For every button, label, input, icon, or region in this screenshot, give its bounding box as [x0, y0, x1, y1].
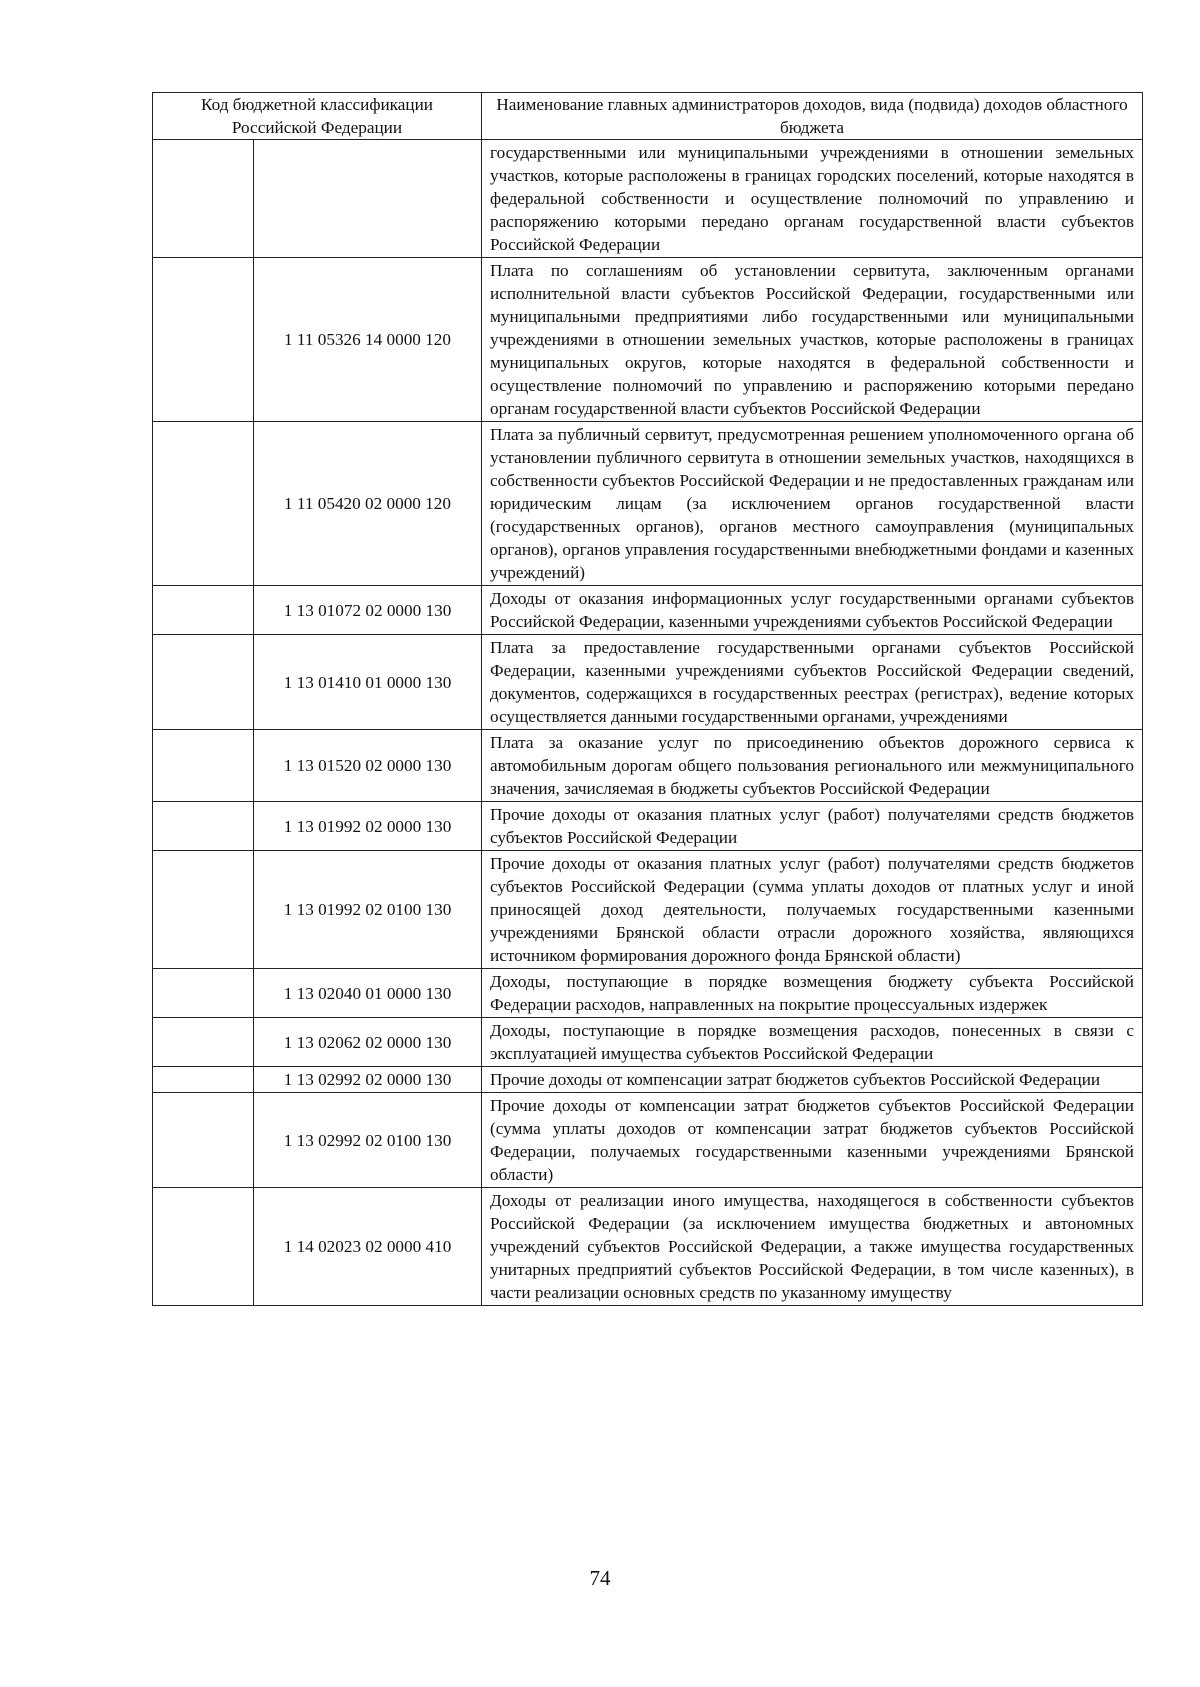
revenue-name-cell: Доходы от оказания информационных услуг государственными органами субъектов Российской Федерации, казенными учреждениями субъектов Российской Федерации — [482, 586, 1143, 635]
budget-classification-table — [152, 92, 1143, 1306]
header-code-column: Код бюджетной классификации Российской Федерации — [153, 93, 482, 140]
table-row — [153, 586, 1143, 635]
budget-code-cell: 1 13 01520 02 0000 130 — [254, 730, 482, 802]
budget-code-cell: 1 13 01072 02 0000 130 — [254, 586, 482, 635]
revenue-name-cell: Прочие доходы от компенсации затрат бюджетов субъектов Российской Федерации (сумма уплаты доходов от компенсации затрат бюджетов субъектов Российской Федерации, получаемых государственными казенными учреждениями Брянской области) — [482, 1093, 1143, 1188]
budget-code-cell: 1 13 02040 01 0000 130 — [254, 969, 482, 1018]
table-row — [153, 422, 1143, 586]
admin-code-cell — [153, 586, 254, 635]
header-name-column: Наименование главных администраторов доходов, вида (подвида) доходов областного бюджета — [482, 93, 1143, 140]
admin-code-cell — [153, 1188, 254, 1306]
budget-code-cell: 1 13 01992 02 0100 130 — [254, 851, 482, 969]
budget-code-cell — [254, 140, 482, 258]
table-row — [153, 258, 1143, 422]
admin-code-cell — [153, 258, 254, 422]
admin-code-cell — [153, 140, 254, 258]
admin-code-cell — [153, 1018, 254, 1067]
table-row — [153, 730, 1143, 802]
revenue-name-cell: Прочие доходы от оказания платных услуг (работ) получателями средств бюджетов субъектов Российской Федерации (сумма уплаты доходов от платных услуг и иной приносящей доход деятельности, получаемых государственными казенными учреждениями Брянской области отрасли дорожного хозяйства, являющихся источником формирования дорожного фонда Брянской области) — [482, 851, 1143, 969]
revenue-name-cell: государственными или муниципальными учреждениями в отношении земельных участков, которые расположены в границах городских поселений, которые находятся в федеральной собственности и осуществление полномочий по управлению и распоряжению которыми передано органам государственной власти субъектов Российской Федерации — [482, 140, 1143, 258]
page-number: 74 — [589, 1566, 611, 1590]
table-row — [153, 1018, 1143, 1067]
revenue-name-cell: Доходы от реализации иного имущества, находящегося в собственности субъектов Российской Федерации (за исключением имущества бюджетных и автономных учреждений субъектов Российской Федерации, а также имущества государственных унитарных предприятий субъектов Российской Федерации, в том числе казенных), в части реализации основных средств по указанному имуществу — [482, 1188, 1143, 1306]
budget-code-cell: 1 13 02992 02 0100 130 — [254, 1093, 482, 1188]
budget-code-cell: 1 13 02062 02 0000 130 — [254, 1018, 482, 1067]
admin-code-cell — [153, 1093, 254, 1188]
revenue-name-cell: Плата за предоставление государственными органами субъектов Российской Федерации, казенными учреждениями субъектов Российской Федерации сведений, документов, содержащихся в государственных реестрах (регистрах), ведение которых осуществляется данными государственными органами, учреждениями — [482, 635, 1143, 730]
table-row — [153, 802, 1143, 851]
revenue-name-cell: Плата за публичный сервитут, предусмотренная решением уполномоченного органа об установлении публичного сервитута в отношении земельных участков, находящихся в собственности субъектов Российской Федерации и не предоставленных гражданам или юридическим лицам (за исключением органов государственной власти (государственных органов), органов местного самоуправления (муниципальных органов), органов управления государственными внебюджетными фондами и казенных учреждений) — [482, 422, 1143, 586]
table-row — [153, 1188, 1143, 1306]
table-body — [153, 140, 1143, 1306]
table-header-row — [153, 93, 1143, 140]
table-row — [153, 140, 1143, 258]
budget-code-cell: 1 13 01992 02 0000 130 — [254, 802, 482, 851]
table-row — [153, 969, 1143, 1018]
budget-code-cell: 1 11 05326 14 0000 120 — [254, 258, 482, 422]
revenue-name-cell: Прочие доходы от компенсации затрат бюджетов субъектов Российской Федерации — [482, 1067, 1143, 1093]
revenue-name-cell: Плата за оказание услуг по присоединению объектов дорожного сервиса к автомобильным дорогам общего пользования регионального или межмуниципального значения, зачисляемая в бюджеты субъектов Российской Федерации — [482, 730, 1143, 802]
admin-code-cell — [153, 635, 254, 730]
table-row — [153, 1067, 1143, 1093]
table-row — [153, 635, 1143, 730]
revenue-name-cell: Доходы, поступающие в порядке возмещения бюджету субъекта Российской Федерации расходов, направленных на покрытие процессуальных издержек — [482, 969, 1143, 1018]
budget-code-cell: 1 14 02023 02 0000 410 — [254, 1188, 482, 1306]
admin-code-cell — [153, 969, 254, 1018]
budget-code-cell: 1 13 02992 02 0000 130 — [254, 1067, 482, 1093]
revenue-name-cell: Прочие доходы от оказания платных услуг (работ) получателями средств бюджетов субъектов Российской Федерации — [482, 802, 1143, 851]
admin-code-cell — [153, 1067, 254, 1093]
budget-code-cell: 1 11 05420 02 0000 120 — [254, 422, 482, 586]
budget-code-cell: 1 13 01410 01 0000 130 — [254, 635, 482, 730]
admin-code-cell — [153, 851, 254, 969]
admin-code-cell — [153, 730, 254, 802]
admin-code-cell — [153, 802, 254, 851]
revenue-name-cell: Доходы, поступающие в порядке возмещения расходов, понесенных в связи с эксплуатацией имущества субъектов Российской Федерации — [482, 1018, 1143, 1067]
revenue-name-cell: Плата по соглашениям об установлении сервитута, заключенным органами исполнительной власти субъектов Российской Федерации, государственными или муниципальными предприятиями либо государственными или муниципальными учреждениями в отношении земельных участков, которые расположены в границах муниципальных округов, которые находятся в федеральной собственности и осуществление полномочий по управлению и распоряжению которыми передано органам государственной власти субъектов Российской Федерации — [482, 258, 1143, 422]
table-row — [153, 851, 1143, 969]
table-row — [153, 1093, 1143, 1188]
admin-code-cell — [153, 422, 254, 586]
